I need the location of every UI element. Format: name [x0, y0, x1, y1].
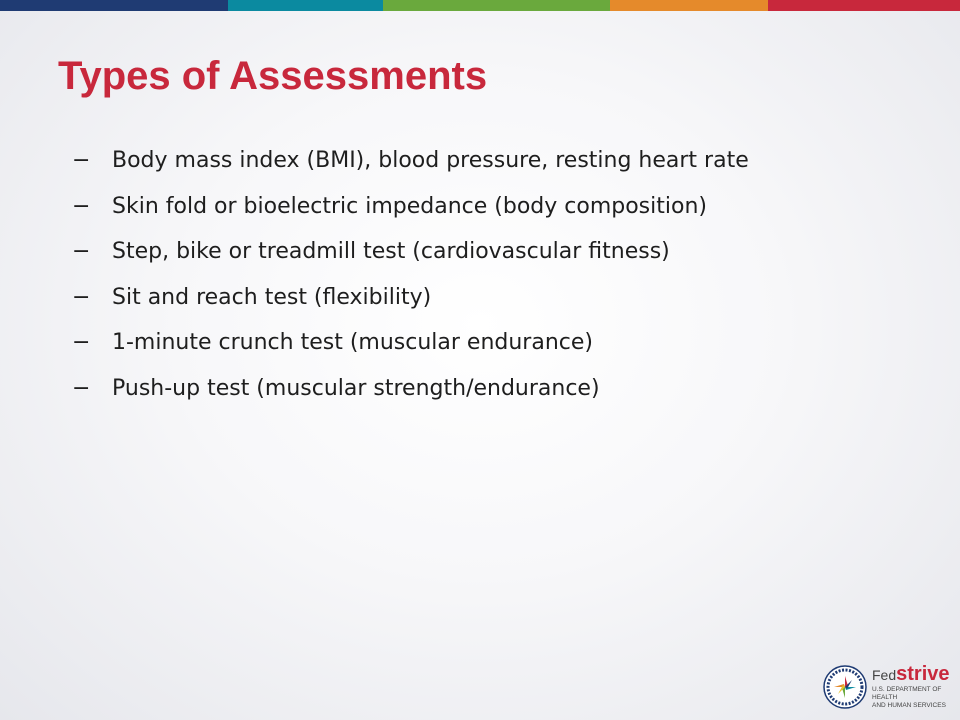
bullet-text: Step, bike or treadmill test (cardiovascular fitness) [112, 239, 670, 264]
hhs-subtitle-line1: U.S. DEPARTMENT OF HEALTH [872, 686, 942, 701]
top-bar-green-segment [383, 0, 610, 11]
bullet-text: 1-minute crunch test (muscular endurance) [112, 330, 593, 355]
top-bar-teal-segment [228, 0, 383, 11]
dash-bullet-icon: − [72, 193, 91, 219]
dash-bullet-icon: − [72, 375, 91, 401]
top-bar-navy-segment [0, 0, 228, 11]
bullet-text: Push-up test (muscular strength/endurance) [112, 375, 600, 401]
top-bar-red-segment [768, 0, 960, 11]
dash-bullet-icon: − [72, 239, 91, 264]
bullet-list [72, 138, 749, 411]
brand-fed-text: Fed [872, 667, 897, 683]
fedstrive-logo [872, 664, 958, 712]
bullet-item [72, 366, 749, 412]
bullet-item [72, 184, 749, 230]
bullet-item [72, 229, 749, 275]
top-bar-orange-segment [610, 0, 768, 11]
federal-occupational-health-seal-icon [822, 664, 868, 710]
hhs-subtitle-line2: AND HUMAN SERVICES [872, 702, 946, 709]
fedstrive-wordmark [872, 664, 958, 686]
bullet-text: Sit and reach test (flexibility) [112, 284, 432, 310]
brand-strive-text: strive [896, 663, 950, 685]
bullet-item [72, 320, 749, 366]
bullet-item [72, 275, 749, 321]
bullet-text: Skin fold or bioelectric impedance (body composition) [112, 193, 707, 219]
dash-bullet-icon: − [72, 148, 91, 173]
dash-bullet-icon: − [72, 284, 91, 310]
bullet-text: Body mass index (BMI), blood pressure, resting heart rate [112, 148, 749, 173]
top-color-bar [0, 0, 960, 11]
dash-bullet-icon: − [72, 330, 91, 355]
bullet-item [72, 138, 749, 184]
slide-title: Types of Assessments [58, 54, 488, 98]
